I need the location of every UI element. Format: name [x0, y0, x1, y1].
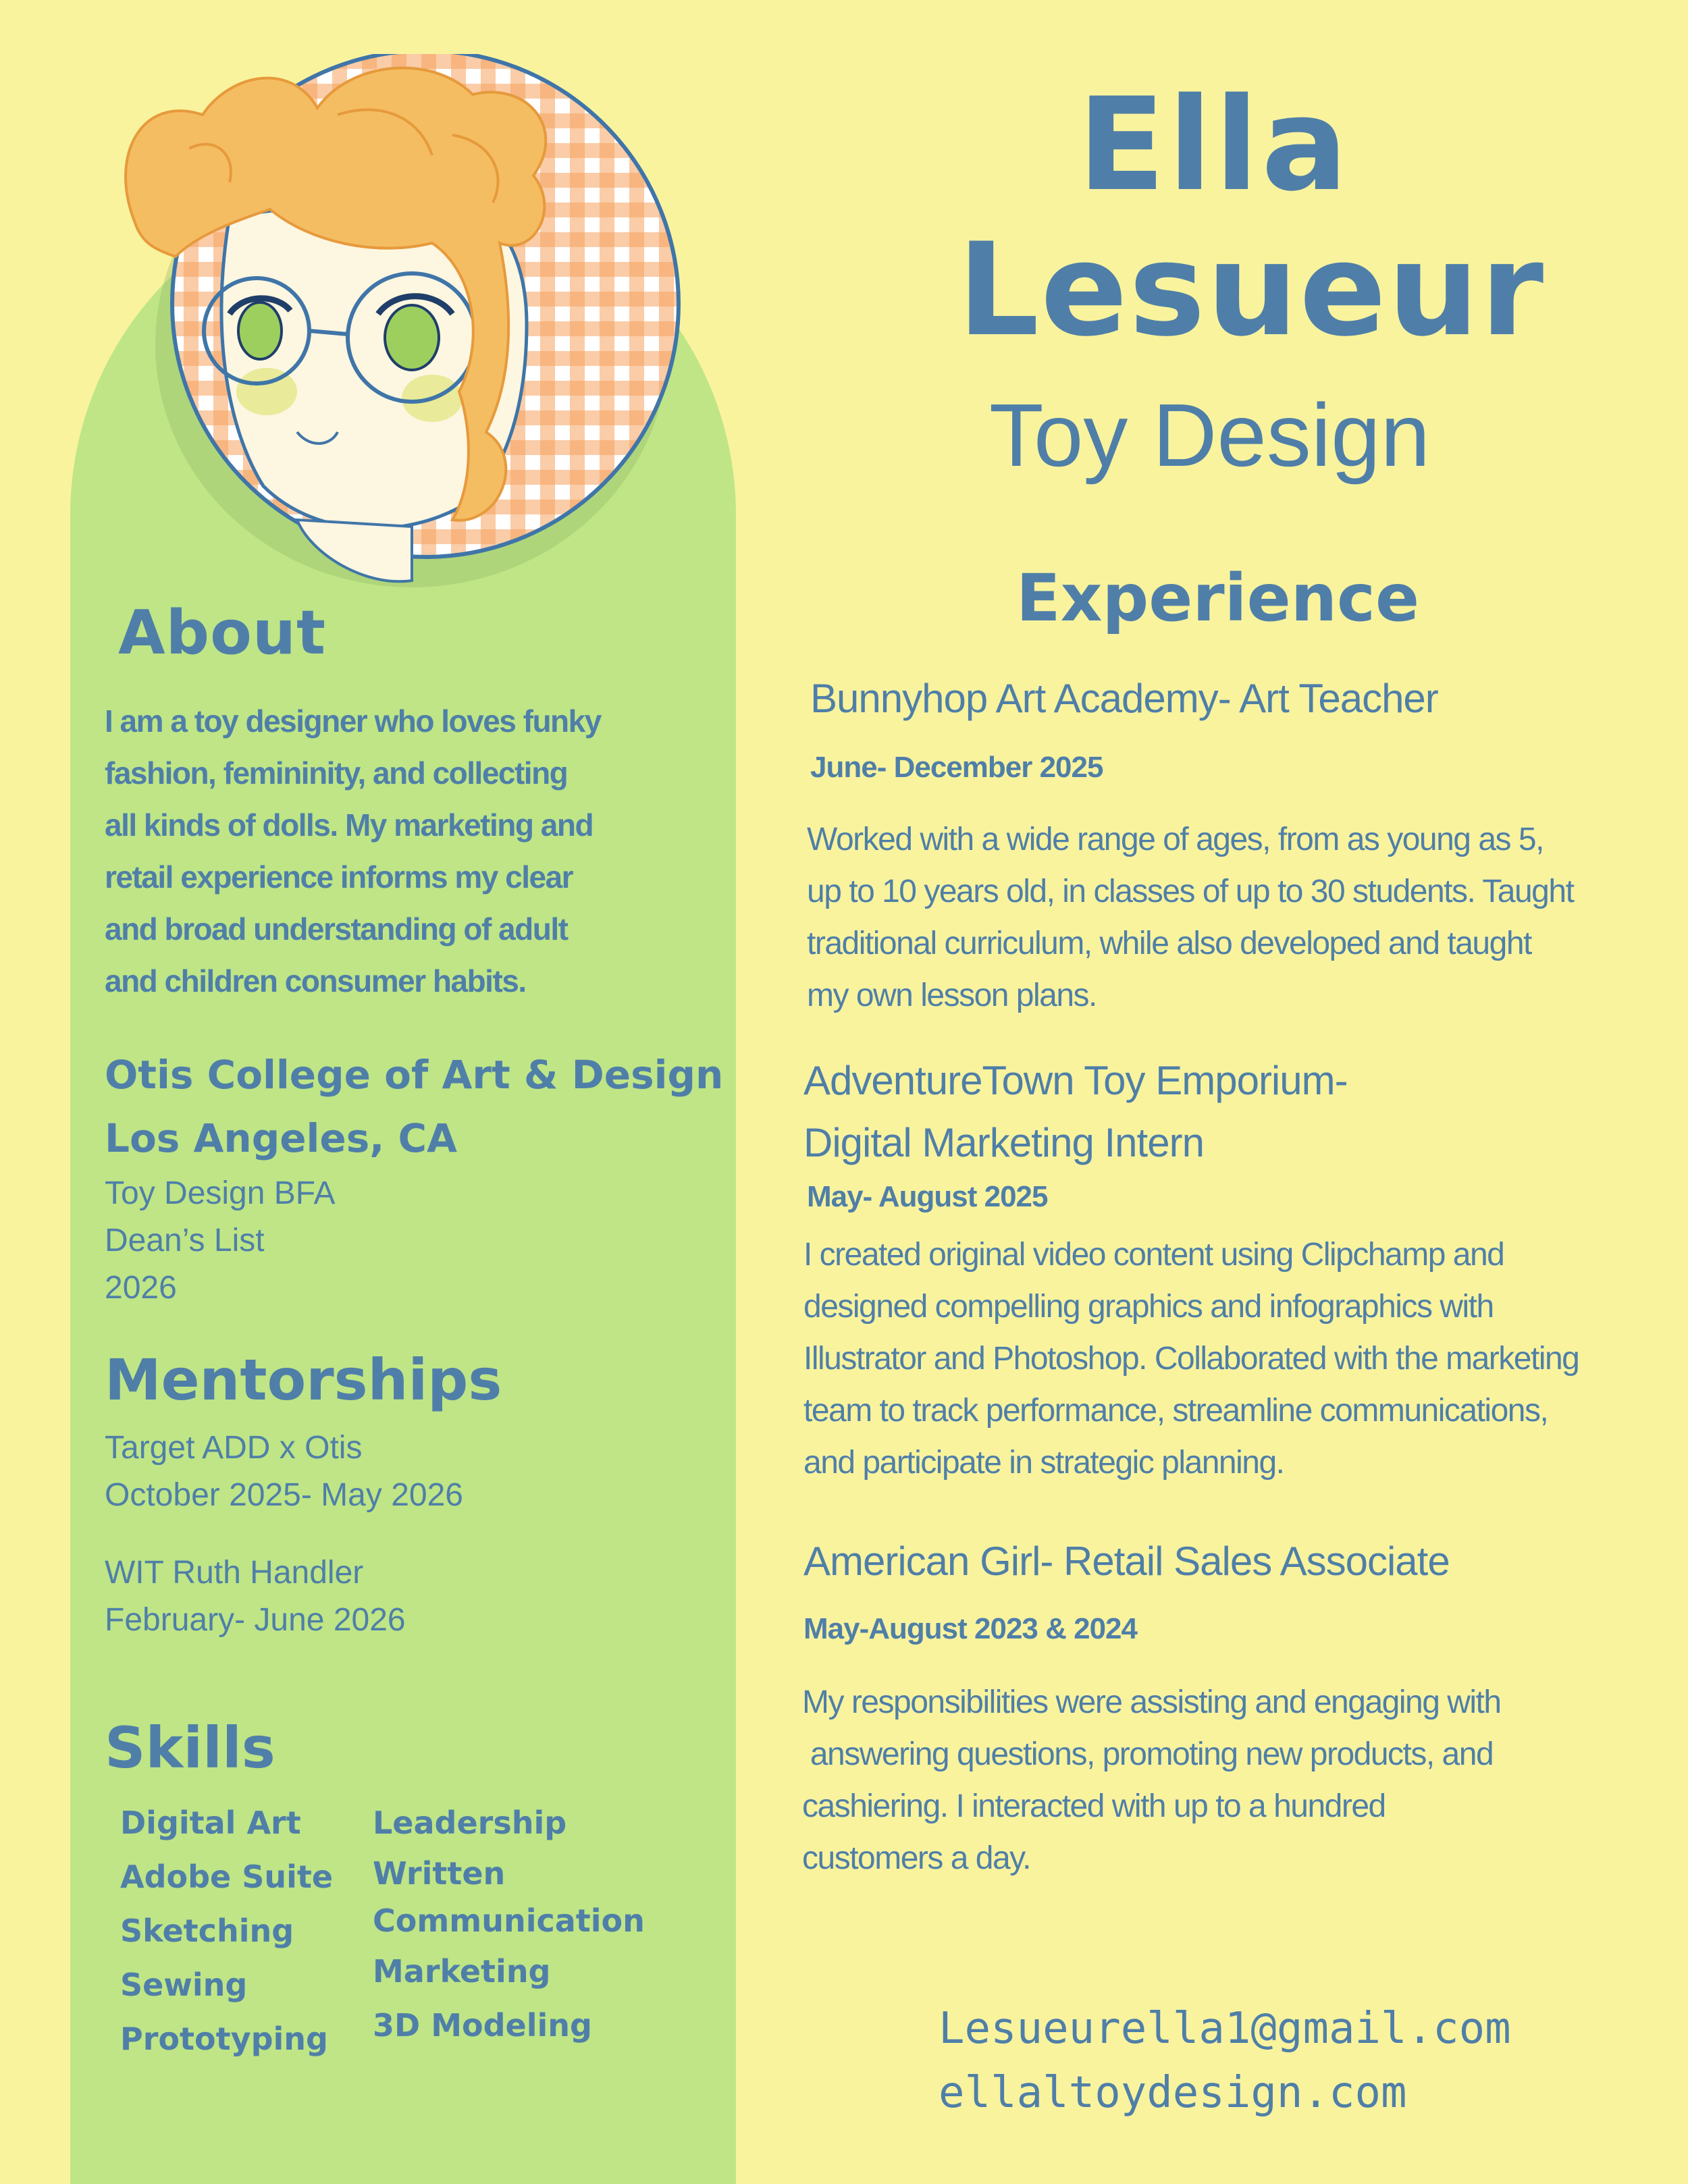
about-line: and broad understanding of adult	[105, 911, 568, 947]
skills-column-2	[373, 1796, 645, 2052]
skills-column-1	[120, 1796, 333, 2066]
skill-item: 3D Modeling	[373, 2007, 592, 2044]
skill-item: Communication	[373, 1902, 645, 1939]
education-section	[105, 1043, 723, 1312]
skill-item: Sketching	[120, 1913, 294, 1949]
mentorships-heading: Mentorships	[105, 1347, 502, 1413]
about-heading: About	[118, 597, 327, 668]
mentorship-name: WIT Ruth Handler	[105, 1555, 364, 1591]
education-honor: Dean’s List	[105, 1223, 265, 1258]
education-school: Otis College of Art & Design	[105, 1052, 724, 1098]
job-desc-line: I created original video content using Clipchamp and	[803, 1237, 1504, 1273]
job-title-line: AdventureTown Toy Emporium-	[803, 1058, 1348, 1103]
job-desc-line: up to 10 years old, in classes of up to 30 students. Taught	[807, 874, 1574, 909]
header-last-name: Lesueur	[957, 215, 1546, 365]
skill-item: Written	[373, 1855, 506, 1892]
job-desc-line: Illustrator and Photoshop. Collaborated with the marketing	[803, 1341, 1579, 1377]
header-first-name: Ella	[1078, 70, 1351, 219]
about-line: all kinds of dolls. My marketing and	[105, 807, 594, 843]
job-desc-line: my own lesson plans.	[807, 978, 1097, 1013]
mentorship-item	[105, 1424, 463, 1519]
mentorship-name: Target ADD x Otis	[105, 1430, 363, 1466]
skill-item: Sewing	[120, 1967, 248, 2003]
header-subtitle: Toy Design	[989, 385, 1430, 485]
job-dates: June- December 2025	[810, 751, 1103, 784]
contact-email[interactable]: Lesueurella1@gmail.com	[939, 2004, 1511, 2054]
job-desc-line: cashiering. I interacted with up to a hundred	[802, 1788, 1386, 1824]
about-line: retail experience informs my clear	[105, 859, 573, 895]
job-title	[803, 1050, 1348, 1174]
mentorship-dates: October 2025- May 2026	[105, 1477, 463, 1513]
skill-item: Digital Art	[120, 1805, 301, 1841]
job-description	[803, 1229, 1579, 1489]
about-line: and children consumer habits.	[105, 963, 526, 998]
job-desc-line: customers a day.	[802, 1840, 1030, 1876]
about-text	[105, 695, 601, 1007]
avatar-illustration	[95, 54, 682, 594]
job-dates: May-August 2023 & 2024	[803, 1612, 1137, 1645]
job-title-line: Digital Marketing Intern	[803, 1120, 1204, 1165]
education-degree: Toy Design BFA	[105, 1175, 336, 1211]
job-desc-line: My responsibilities were assisting and engaging with	[802, 1684, 1501, 1720]
experience-heading: Experience	[1016, 560, 1420, 636]
mentorship-dates: February- June 2026	[105, 1602, 406, 1638]
mentorship-item	[105, 1549, 406, 1644]
education-year: 2026	[105, 1270, 177, 1306]
contact-website[interactable]: ellaltoydesign.com	[939, 2068, 1407, 2118]
job-desc-line: designed compelling graphics and infographics with	[803, 1289, 1494, 1325]
education-location: Los Angeles, CA	[105, 1115, 457, 1161]
about-line: I am a toy designer who loves funky	[105, 703, 601, 739]
job-title: Bunnyhop Art Academy- Art Teacher	[810, 676, 1438, 721]
skills-heading: Skills	[105, 1715, 275, 1781]
job-desc-line: Worked with a wide range of ages, from as young as 5,	[807, 822, 1544, 857]
skill-item: Marketing	[373, 1953, 551, 1990]
job-title: American Girl- Retail Sales Associate	[803, 1539, 1450, 1584]
skill-item: Prototyping	[120, 2021, 328, 2057]
job-dates: May- August 2025	[807, 1180, 1048, 1213]
job-description	[802, 1676, 1501, 1884]
skill-item: Leadership	[373, 1805, 567, 1841]
job-desc-line: traditional curriculum, while also developed and taught	[807, 926, 1531, 961]
job-desc-line: answering questions, promoting new products, and	[802, 1736, 1494, 1772]
job-desc-line: and participate in strategic planning.	[803, 1445, 1284, 1481]
job-desc-line: team to track performance, streamline communications,	[803, 1393, 1548, 1429]
skill-item: Adobe Suite	[120, 1859, 334, 1895]
job-description	[807, 814, 1573, 1021]
about-line: fashion, femininity, and collecting	[105, 755, 568, 791]
